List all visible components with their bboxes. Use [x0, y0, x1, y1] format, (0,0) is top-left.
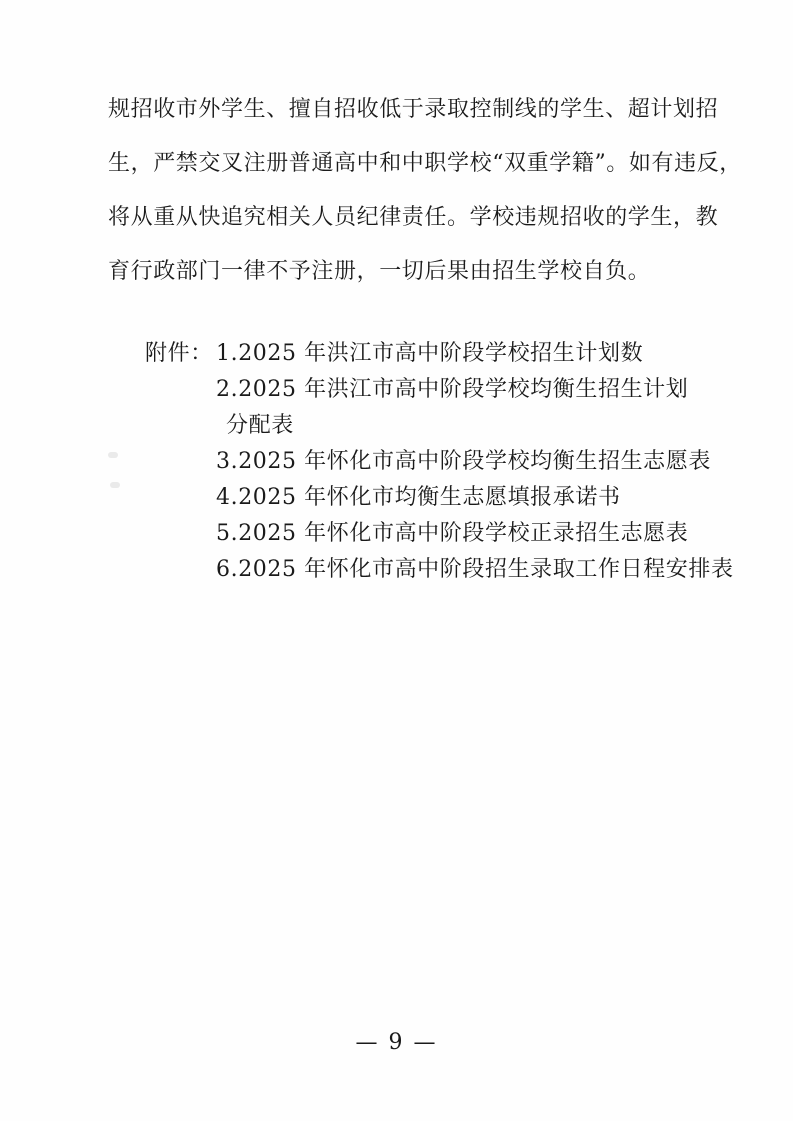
scan-mark [108, 452, 118, 458]
attachment-item-2-cont: 分配表 [226, 413, 294, 438]
body-line-2: 生，严禁交叉注册普通高中和中职学校“双重学籍”。如有违反， [108, 151, 742, 176]
attachment-item-6: 6.2025 年怀化市高中阶段招生录取工作日程安排表 [216, 557, 734, 582]
attachment-item-4: 4.2025 年怀化市均衡生志愿填报承诺书 [216, 485, 621, 510]
attachment-item-2: 2.2025 年洪江市高中阶段学校均衡生招生计划 [216, 377, 689, 402]
body-line-3: 将从重从快追究相关人员纪律责任。学校违规招收的学生，教 [108, 205, 719, 230]
body-line-4: 育行政部门一律不予注册，一切后果由招生学校自负。 [108, 259, 651, 284]
scan-mark [110, 482, 120, 488]
attachment-item-3: 3.2025 年怀化市高中阶段学校均衡生招生志愿表 [216, 449, 711, 474]
attachments-label: 附件： [145, 341, 213, 366]
attachment-item-1: 1.2025 年洪江市高中阶段学校招生计划数 [216, 341, 644, 366]
body-line-1: 规招收市外学生、擅自招收低于录取控制线的学生、超计划招 [108, 97, 719, 122]
page-number: — 9 — [355, 1030, 438, 1055]
attachment-item-5: 5.2025 年怀化市高中阶段学校正录招生志愿表 [216, 521, 689, 546]
